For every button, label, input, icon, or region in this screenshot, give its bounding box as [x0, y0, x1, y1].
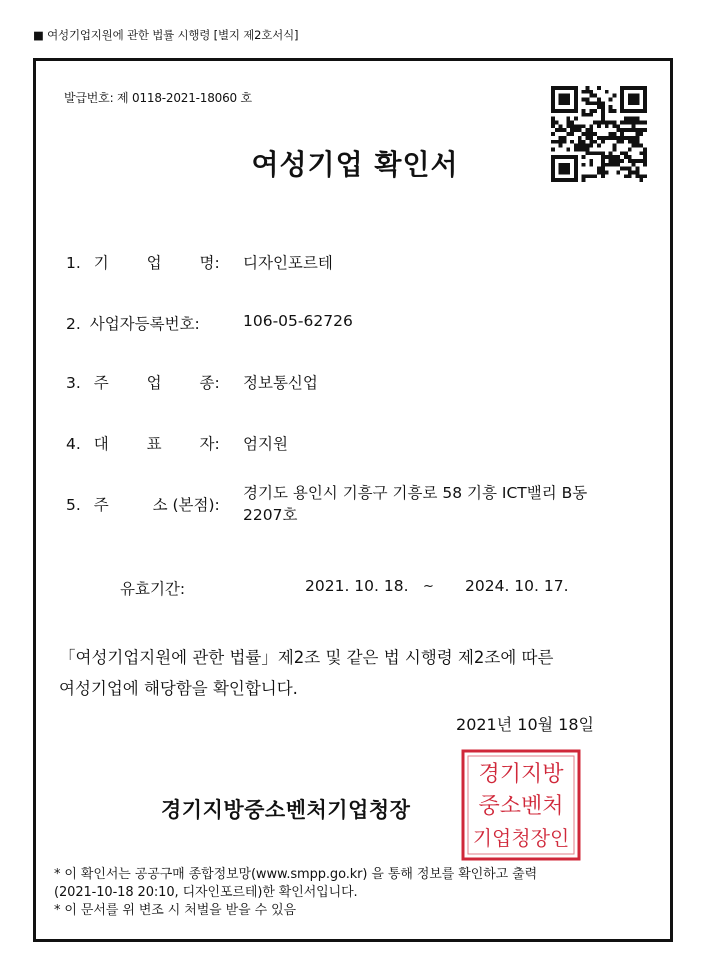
- issue-date: 2021년 10월 18일: [456, 715, 594, 734]
- form-reference-note: ■ 여성기업지원에 관한 법률 시행령 [별지 제2호서식]: [33, 28, 299, 42]
- field-label-main-industry: 3. 주 업 종:: [66, 374, 220, 392]
- footnote-line: * 이 확인서는 공공구매 종합정보망(www.smpp.go.kr) 을 통해 정보를 확인하고 출력: [54, 867, 538, 882]
- validity-label: 유효기간:: [120, 580, 186, 598]
- field-label-business-number: 2. 사업자등록번호:: [66, 315, 200, 333]
- validity-separator: ~: [423, 579, 434, 594]
- seal-text-line-1: 경기지방: [478, 762, 564, 787]
- seal-text-line-3: 기업청장인: [472, 826, 570, 850]
- issue-number: 발급번호: 제 0118-2021-18060 호: [64, 91, 252, 105]
- field-value-address: 경기도 용인시 기흥구 기흥로 58 기흥 ICT밸리 B동 2207호: [243, 484, 588, 524]
- validity-start-date: 2021. 10. 18.: [305, 577, 409, 595]
- field-value-representative: 엄지원: [243, 435, 288, 453]
- field-value-business-number: 106-05-62726: [243, 312, 353, 330]
- field-value-company-name: 디자인포르테: [243, 254, 333, 272]
- confirmation-statement: 「여성기업지원에 관한 법률」제2조 및 같은 법 시행령 제2조에 따른 여성기업에 해당함을 확인합니다.: [59, 648, 554, 698]
- field-label-company-name: 1. 기 업 명:: [66, 254, 220, 272]
- field-value-main-industry: 정보통신업: [243, 374, 318, 392]
- footnote-line: * 이 문서를 위 변조 시 처벌을 받을 수 있음: [54, 903, 297, 918]
- issuing-authority: 경기지방중소벤처기업청장: [161, 798, 411, 822]
- field-label-representative: 4. 대 표 자:: [66, 435, 220, 453]
- seal-text-line-2: 중소벤처: [478, 794, 564, 819]
- document-title: 여성기업 확인서: [251, 148, 459, 181]
- official-seal-stamp: [460, 748, 582, 862]
- field-label-address: 5. 주 소 (본점):: [66, 496, 220, 514]
- footnotes: [54, 866, 537, 920]
- footnote-line: (2021-10-18 20:10, 디자인포르테)한 확인서입니다.: [54, 885, 358, 900]
- validity-end-date: 2024. 10. 17.: [465, 577, 569, 595]
